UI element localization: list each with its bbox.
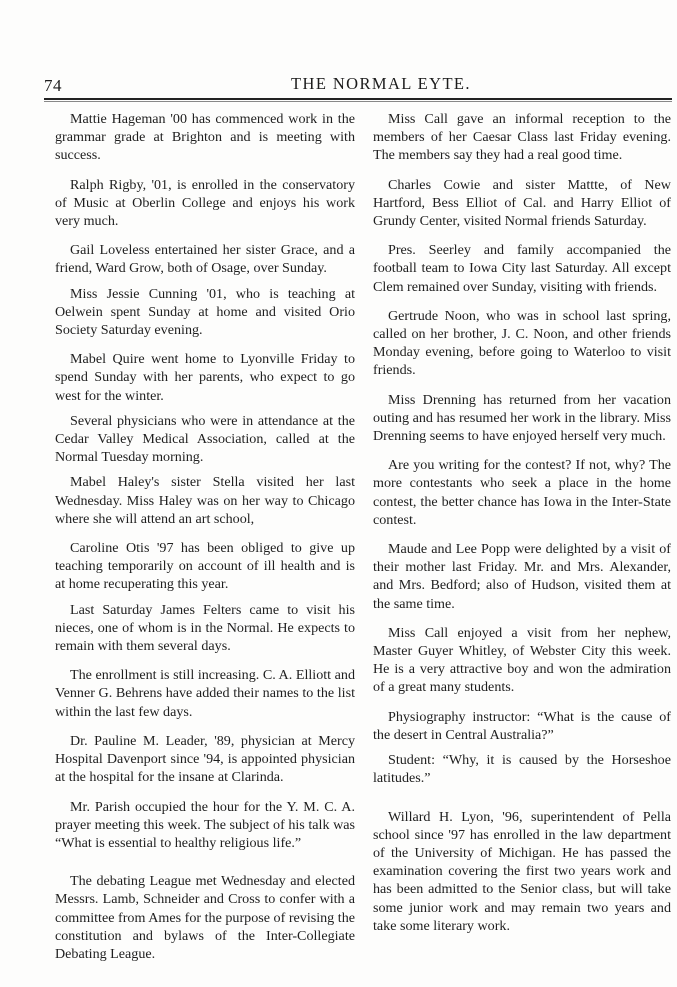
news-item: Pres. Seerley and family accompanied the football team to Iowa City last Saturday. All except Clem remained over Sunday, visiting with friends. xyxy=(373,242,671,295)
header-rule xyxy=(44,98,672,102)
news-item: Miss Drenning has returned from her vacation outing and has resumed her work in the library. Miss Drenning seems to have enjoyed herself very much. xyxy=(373,391,671,445)
joke-answer: Student: “Why, it is caused by the Horseshoe latitudes.” xyxy=(373,752,671,787)
news-item: Mabel Quire went home to Lyonville Friday to spend Sunday with her parents, who expect to go west for the winter. xyxy=(55,351,355,404)
news-item: Willard H. Lyon, '96, superintendent of Pella school since '97 has enrolled in the law department of the University of Michigan. He has passed the examination covering the first two years work and has been admitted to the Senior class, but will take some junior work and may remain two years and take some literary work. xyxy=(373,808,671,934)
news-item: Mattie Hageman '00 has commenced work in the grammar grade at Brighton and is meeting with success. xyxy=(55,111,355,164)
running-title: THE NORMAL EYTE. xyxy=(291,74,471,93)
news-item: Maude and Lee Popp were delighted by a visit of their mother last Friday. Mr. and Mrs. Alexander, and Mrs. Bedford; also of Hudson, visited them at the same time. xyxy=(373,541,671,612)
news-item: Gail Loveless entertained her sister Grace, and a friend, Ward Grow, both of Osage, over Sunday. xyxy=(55,242,355,277)
page-number: 74 xyxy=(44,76,62,95)
news-item: Mr. Parish occupied the hour for the Y. M. C. A. prayer meeting this week. The subject of his talk was “What is essential to healthy religious life.” xyxy=(55,798,355,851)
news-item: Mabel Haley's sister Stella visited her last Wednesday. Miss Haley was on her way to Chicago where she will attend an art school, xyxy=(55,474,355,527)
news-item: Miss Jessie Cunning '01, who is teaching at Oelwein spent Sunday at home and visited Orio Society Saturday evening. xyxy=(55,285,355,339)
news-item: The enrollment is still increasing. C. A. Elliott and Venner G. Behrens have added their names to the list within the last few days. xyxy=(55,667,355,720)
news-item: Miss Call gave an informal reception to the members of her Caesar Class last Friday evening. The members say they had a real good time. xyxy=(373,111,671,164)
news-item: Last Saturday James Felters came to visit his nieces, one of whom is in the Normal. He expects to remain with them several days. xyxy=(55,601,355,655)
news-item: Ralph Rigby, '01, is enrolled in the conservatory of Music at Oberlin College and enjoys his work very much. xyxy=(55,176,355,230)
news-item: Dr. Pauline M. Leader, '89, physician at Mercy Hospital Davenport since '94, is appointed physician at the hospital for the insane at Clarinda. xyxy=(55,732,355,786)
news-item: The debating League met Wednesday and elected Messrs. Lamb, Schneider and Cross to confer with a committee from Ames for the purpose of revising the constitution and bylaws of the Inter-Collegiate Debating League. xyxy=(55,873,355,962)
news-item: Are you writing for the contest? If not, why? The more contestants who seek a place in the home contest, the better chance has Iowa in the Inter-State contest. xyxy=(373,457,671,528)
news-item: Gertrude Noon, who was in school last spring, called on her brother, J. C. Noon, and other friends Monday evening, before going to Waterloo to visit friends. xyxy=(373,307,671,379)
news-item: Miss Call enjoyed a visit from her nephew, Master Guyer Whitley, of Webster City this week. He is a very attractive boy and won the admiration of a great many students. xyxy=(373,624,671,696)
news-item: Caroline Otis '97 has been obliged to give up teaching temporarily on account of ill health and is at home recuperating this year. xyxy=(55,540,355,593)
news-item: Charles Cowie and sister Mattte, of New Hartford, Bess Elliot of Cal. and Harry Elliot of Grundy Center, visited Normal friends Saturday. xyxy=(373,176,671,230)
news-item: Several physicians who were in attendance at the Cedar Valley Medical Association, called at the Normal Tuesday morning. xyxy=(55,412,355,466)
right-column xyxy=(373,110,671,935)
left-column xyxy=(55,110,355,963)
page-header xyxy=(44,74,672,96)
joke-question: Physiography instructor: “What is the cause of the desert in Central Australia?” xyxy=(373,708,671,743)
